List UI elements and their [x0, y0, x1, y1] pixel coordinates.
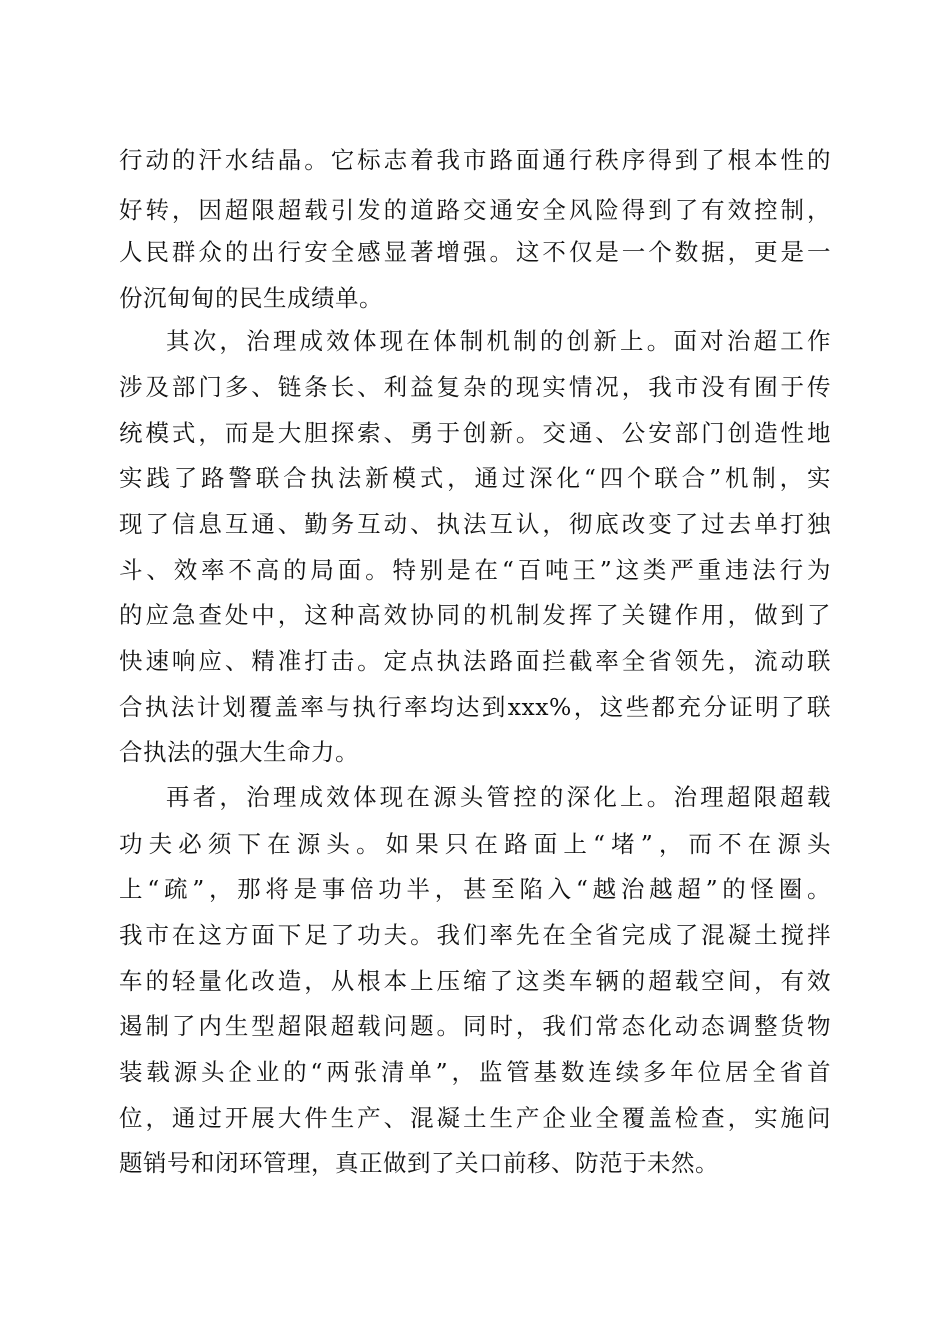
text-line: 的应急查处中，这种高效协同的机制发挥了关键作用，做到了	[119, 601, 831, 629]
text-line: 装载源头企业的“两张清单”，监管基数连续多年位居全省首	[119, 1058, 831, 1086]
text-line: 涉及部门多、链条长、利益复杂的现实情况，我市没有囿于传	[119, 373, 831, 401]
text-line: 统模式，而是大胆探索、勇于创新。交通、公安部门创造性地	[119, 419, 831, 447]
text-line: 遏制了内生型超限超载问题。同时，我们常态化动态调整货物	[119, 1012, 831, 1040]
text-line: 合执法计划覆盖率与执行率均达到xxx%，这些都充分证明了联	[119, 693, 831, 721]
text-line: 题销号和闭环管理，真正做到了关口前移、防范于未然。	[119, 1149, 719, 1177]
text-line: 上“疏”，那将是事倍功半，甚至陷入“越治越超”的怪圈。	[119, 875, 831, 903]
text-line: 合执法的强大生命力。	[119, 738, 359, 766]
paragraph-first-line: 再者，治理成效体现在源头管控的深化上。治理超限超载	[166, 783, 831, 811]
text-line: 好转，因超限超载引发的道路交通安全风险得到了有效控制，	[119, 196, 831, 224]
text-line: 位，通过开展大件生产、混凝土生产企业全覆盖检查，实施问	[119, 1104, 831, 1132]
text-line: 现了信息互通、勤务互动、执法互认，彻底改变了过去单打独	[119, 510, 831, 538]
text-line: 人民群众的出行安全感显著增强。这不仅是一个数据，更是一	[119, 238, 831, 266]
text-line: 功夫必须下在源头。如果只在路面上“堵”，而不在源头	[119, 830, 831, 858]
text-line: 车的轻量化改造，从根本上压缩了这类车辆的超载空间，有效	[119, 967, 831, 995]
text-line: 我市在这方面下足了功夫。我们率先在全省完成了混凝土搅拌	[119, 921, 831, 949]
text-line: 实践了路警联合执法新模式，通过深化“四个联合”机制，实	[119, 464, 831, 492]
text-line: 快速响应、精准打击。定点执法路面拦截率全省领先，流动联	[119, 647, 831, 675]
text-line: 行动的汗水结晶。它标志着我市路面通行秩序得到了根本性的	[119, 146, 831, 174]
paragraph-first-line: 其次，治理成效体现在体制机制的创新上。面对治超工作	[166, 327, 831, 355]
text-line: 份沉甸甸的民生成绩单。	[119, 284, 383, 312]
text-line: 斗、效率不高的局面。特别是在“百吨王”这类严重违法行为	[119, 556, 831, 584]
